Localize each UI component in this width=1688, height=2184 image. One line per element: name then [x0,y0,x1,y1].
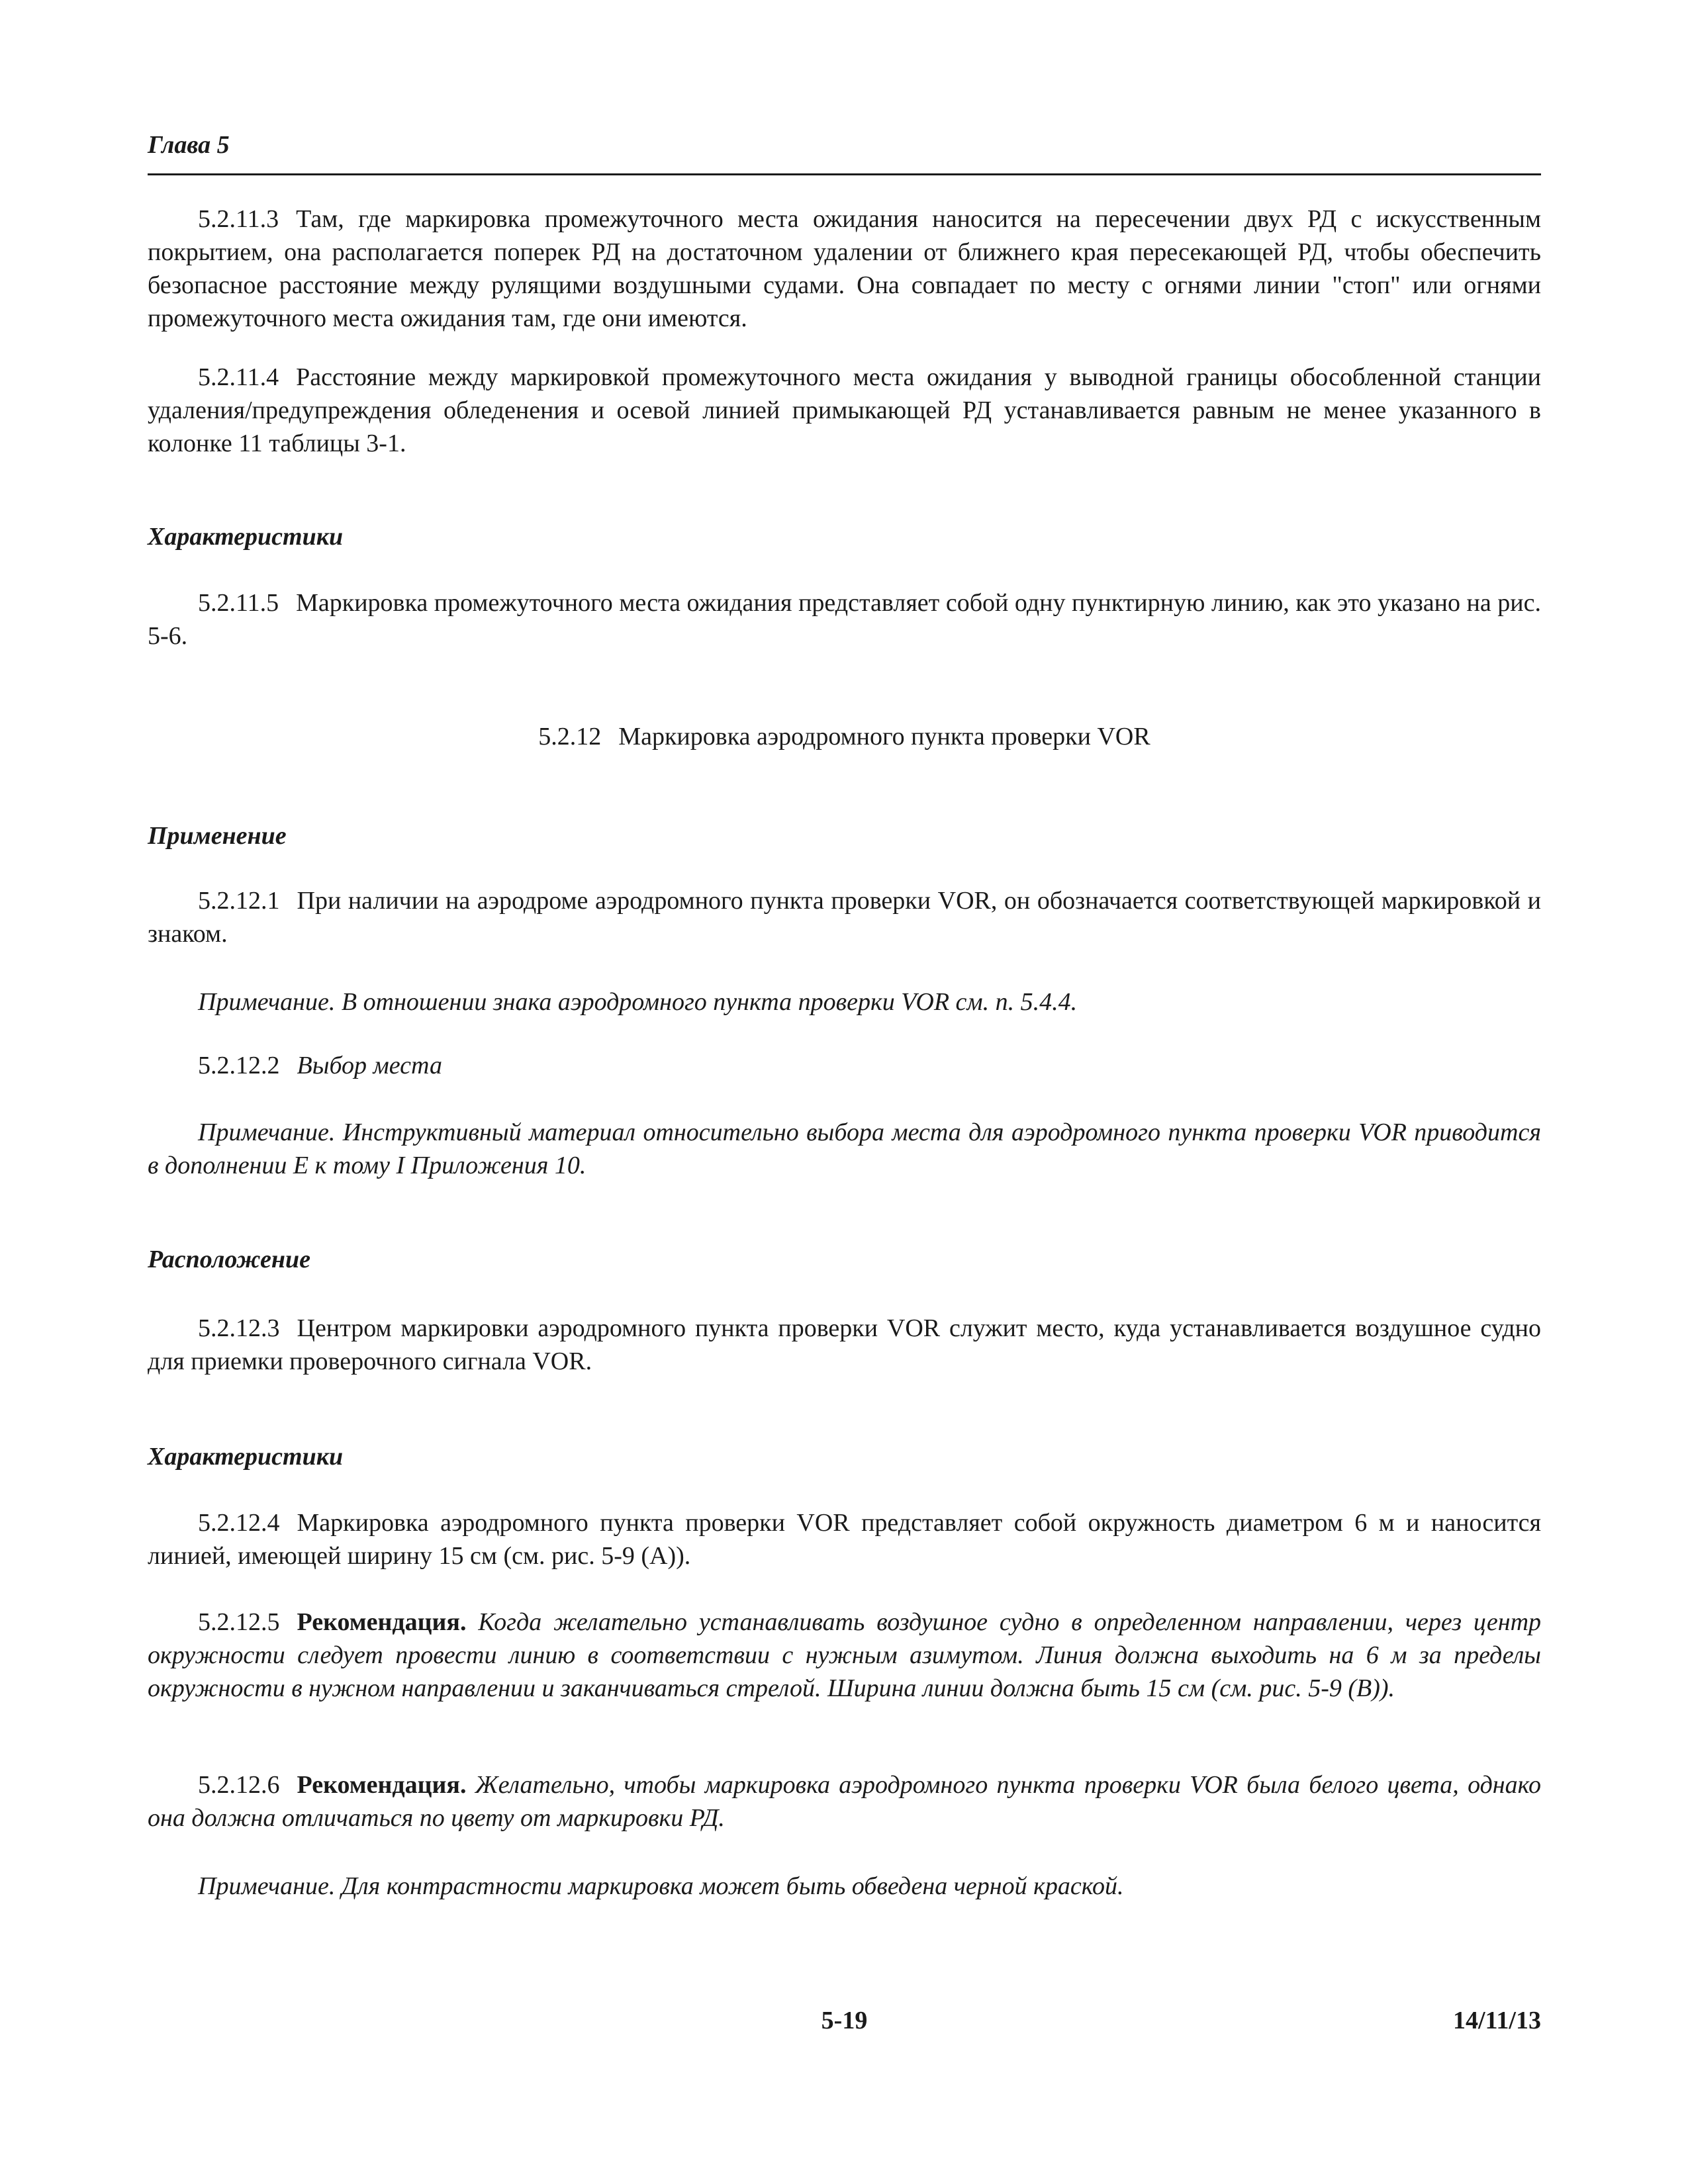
header-rule [148,173,1541,175]
note-vor-sign: Примечание. В отношении знака аэродромного пункта проверки VOR см. п. 5.4.4. [198,988,1078,1016]
paragraph-text: Маркировка промежуточного места ожидания представляет собой одну пунктирную линию, как это указано на рис. 5-6. [148,589,1541,650]
heading-characteristics: Характеристики [148,523,344,551]
paragraph-number: 5.2.11.4 [198,363,279,391]
paragraph-5-2-12-6 [148,1768,1541,1835]
heading-location: Расположение [148,1246,311,1273]
paragraph-5-2-12-5 [148,1606,1541,1705]
chapter-heading: Глава 5 [148,131,230,159]
paragraph-5-2-12-2 [148,1049,1541,1082]
section-title-5-2-12 [148,721,1541,752]
paragraph-5-2-12-4 [148,1506,1541,1572]
heading-characteristics-2: Характеристики [148,1443,344,1471]
paragraph-text: Выбор места [297,1052,442,1079]
amendment-date: 14/11/13 [1452,2007,1541,2034]
paragraph-number: 5.2.11.5 [198,589,279,617]
paragraph-number: 5.2.12.3 [198,1314,280,1342]
paragraph-number: 5.2.12.2 [198,1052,280,1079]
paragraph-number: 5.2.12.1 [198,887,280,915]
heading-application: Применение [148,822,287,850]
recommendation-label: Рекомендация. [297,1771,467,1799]
page-number: 5-19 [821,2007,868,2034]
paragraph-5-2-11-4 [148,361,1541,460]
paragraph-text: Желательно, чтобы маркировка аэродромного пункта проверки VOR была белого цвета, однако она должна отличаться по цвету от маркировки РД. [148,1771,1541,1832]
recommendation-label: Рекомендация. [297,1608,467,1636]
paragraph-5-2-11-5 [148,586,1541,653]
paragraph-number: 5.2.12.6 [198,1771,280,1799]
paragraph-5-2-11-3 [148,203,1541,335]
paragraph-5-2-12-3 [148,1312,1541,1378]
section-title-text: Маркировка аэродромного пункта проверки VOR [618,723,1150,751]
note-site-selection: Примечание. Инструктивный материал относительно выбора места для аэродромного пункта проверки VOR приводится в дополнении E к тому I Приложения 10. [148,1118,1541,1179]
paragraph-number: 5.2.12.5 [198,1608,280,1636]
paragraph-text: Когда желательно устанавливать воздушное судно в определенном направлении, через центр окружности следует провести линию в соответствии с нужным азимутом. Линия должна выходить на 6 м за пределы окружности в нужном направлении и заканчиваться стрелой. Ширина линии должна быть 15 см (см. рис. 5-9 (B)). [148,1608,1542,1702]
paragraph-5-2-12-1 [148,884,1541,950]
document-page [148,0,1541,2184]
paragraph-text: Маркировка аэродромного пункта проверки VOR представляет собой окружность диаметром 6 м и наносится линией, имеющей ширину 15 см (см. рис. 5-9 (A)). [148,1509,1541,1570]
paragraph-number: 5.2.12.4 [198,1509,280,1537]
note-contrast: Примечание. Для контрастности маркировка может быть обведена черной краской. [198,1872,1124,1900]
paragraph-text: При наличии на аэродроме аэродромного пункта проверки VOR, он обозначается соответствующей маркировкой и знаком. [148,887,1541,948]
section-number: 5.2.12 [538,723,602,751]
paragraph-text: Центром маркировки аэродромного пункта проверки VOR служит место, куда устанавливается воздушное судно для приемки проверочного сигнала VOR. [148,1314,1541,1375]
paragraph-text: Расстояние между маркировкой промежуточного места ожидания у выводной границы обособленной станции удаления/предупреждения обледенения и осевой линией примыкающей РД устанавливается равным не менее указанного в колонке 11 таблицы 3-1. [148,363,1541,457]
paragraph-number: 5.2.11.3 [198,205,279,233]
paragraph-text: Там, где маркировка промежуточного места ожидания наносится на пересечении двух РД с искусственным покрытием, она располагается поперек РД на достаточном удалении от ближнего края пересекающей РД, чтобы обеспечить безопасное расстояние между рулящими воздушными судами. Она совпадает по месту с огнями линии "стоп" или огнями промежуточного места ожидания там, где они имеются. [148,205,1541,332]
